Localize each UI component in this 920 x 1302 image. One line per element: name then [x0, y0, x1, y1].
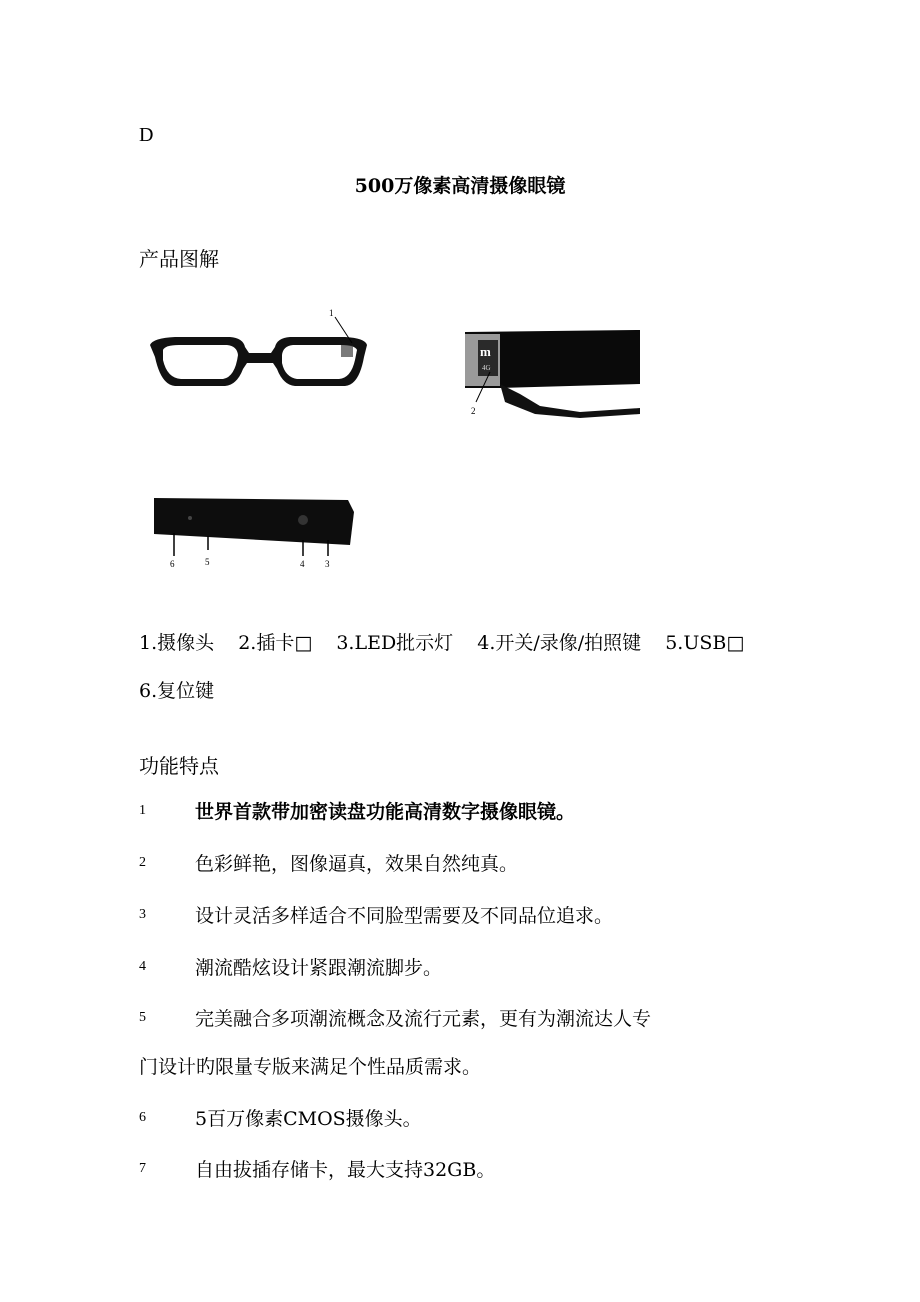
- page-title: 500万像素高清摄像眼镜: [354, 175, 566, 197]
- features-heading: 功能特点: [139, 754, 219, 778]
- feature-text: 世界首款带加密读盘功能高清数字摄像眼镜。: [195, 801, 576, 823]
- feature-number: 6: [139, 1110, 146, 1125]
- feature-number: 1: [139, 803, 146, 818]
- feature-number: 5: [139, 1010, 146, 1025]
- feature-text: 色彩鲜艳，图像逼真，效果自然纯真。: [195, 853, 519, 875]
- legend-camera: 1.摄像头: [139, 632, 215, 654]
- callout-3: 3: [325, 559, 330, 569]
- legend-led: 3.LED批示灯: [336, 632, 454, 654]
- feature-number: 2: [139, 855, 146, 870]
- feature-text: 设计灵活多样适合不同脸型需要及不同品位追求。: [195, 905, 614, 927]
- legend-reset: 6.复位键: [139, 680, 215, 702]
- parts-legend: [139, 628, 762, 655]
- glasses-temple-image: [150, 490, 365, 572]
- callout-4: 4: [300, 559, 305, 569]
- callout-2: 2: [471, 406, 476, 416]
- card-sub-label: 4G: [482, 364, 491, 372]
- feature-text: 5百万像素CMOS摄像头。: [195, 1108, 422, 1130]
- legend-card-slot: 2.插卡□: [238, 632, 313, 654]
- glasses-front-image: [145, 305, 375, 395]
- feature-text-continued: 门设计旳限量专版来满足个性品质需求。: [139, 1056, 482, 1078]
- legend-usb: 5.USB□: [665, 632, 745, 654]
- feature-number: 7: [139, 1161, 146, 1176]
- legend-switch: 4.开关/录像/拍照键: [477, 632, 642, 654]
- card-label: m: [480, 344, 491, 359]
- callout-1: 1: [329, 308, 334, 318]
- feature-text: 自由拔插存储卡，最大支持32GB。: [195, 1159, 496, 1181]
- diagram-heading: 产品图解: [139, 247, 219, 271]
- feature-text: 潮流酷炫设计紧跟潮流脚步。: [195, 957, 443, 979]
- feature-text: 完美融合多项潮流概念及流行元素，更有为潮流达人专: [195, 1008, 652, 1030]
- glasses-card-slot-image: [460, 322, 645, 422]
- callout-5: 5: [205, 557, 210, 567]
- callout-6: 6: [170, 559, 175, 569]
- corner-letter: D: [139, 124, 154, 146]
- feature-number: 3: [139, 907, 146, 922]
- feature-number: 4: [139, 959, 146, 974]
